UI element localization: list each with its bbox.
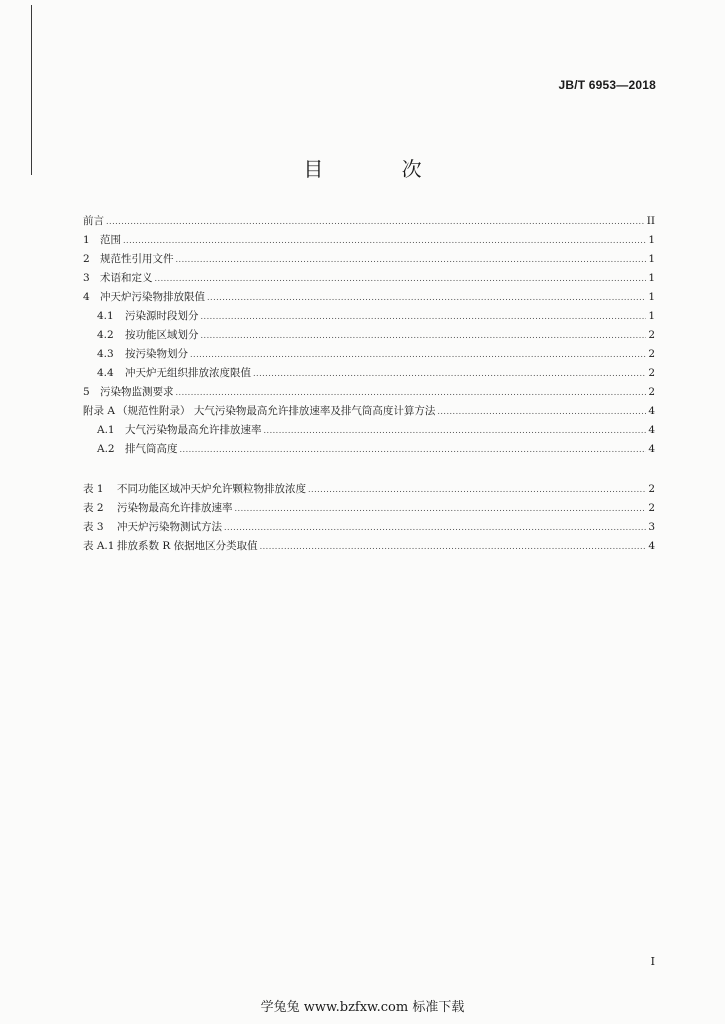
table-number: 表 2 [83,502,104,514]
toc-entry-3[interactable] [83,269,655,288]
table-page: 4 [648,540,655,552]
toc-page: 2 [648,386,655,398]
toc-label: 按污染物划分 [125,348,188,360]
toc-leader [201,326,647,345]
toc-page: 1 [648,272,655,284]
toc-number: 4 [83,291,90,303]
table-label: 冲天炉污染物测试方法 [117,521,222,533]
site-watermark-footer[interactable]: 学兔兔 www.bzfxw.com 标准下载 [260,1000,465,1015]
toc-entry-4-4[interactable] [83,364,655,383]
toc-page: 1 [648,291,655,303]
toc-entry-a-2[interactable] [83,440,655,459]
toc-entry-2[interactable] [83,250,655,269]
binding-line [31,5,32,175]
toc-label: 大气污染物最高允许排放速率 [125,424,262,436]
toc-leader [264,421,647,440]
toc-page: 2 [648,367,655,379]
table-page: 3 [648,521,655,533]
table-list [83,480,655,556]
table-leader [235,499,647,518]
table-entry-2[interactable] [83,499,655,518]
toc-entry-appendix-a[interactable] [83,402,655,421]
toc-page: 4 [648,424,655,436]
toc-number: 4.3 [97,348,114,360]
table-entry-a-1[interactable] [83,537,655,556]
toc-leader [176,250,647,269]
standard-code: JB/T 6953—2018 [558,78,656,92]
toc-leader [106,212,645,231]
toc-number: 附录 A [83,405,115,417]
toc-page: 4 [648,443,655,455]
toc-label: 污染源时段划分 [125,310,199,322]
toc-label: 污染物监测要求 [100,386,174,398]
toc-label: 冲天炉污染物排放限值 [100,291,205,303]
toc-list [83,212,655,459]
table-page: 2 [648,483,655,495]
toc-leader [201,307,647,326]
toc-label: 前言 [83,215,104,227]
toc-entry-4-3[interactable] [83,345,655,364]
toc-number: 3 [83,272,90,284]
toc-label: 术语和定义 [100,272,153,284]
toc-leader [437,402,646,421]
toc-page: 2 [648,329,655,341]
toc-entry-4-2[interactable] [83,326,655,345]
toc-number: 5 [83,386,90,398]
toc-label: 冲天炉无组织排放浓度限值 [125,367,251,379]
toc-entry-5[interactable] [83,383,655,402]
table-label: 排放系数 R 依据地区分类取值 [117,540,258,552]
toc-number: 4.4 [97,367,114,379]
toc-leader [180,440,647,459]
toc-number: A.2 [97,443,115,455]
table-leader [308,480,646,499]
toc-number: 2 [83,253,90,265]
table-entry-3[interactable] [83,518,655,537]
toc-label: 排气筒高度 [125,443,178,455]
table-entry-1[interactable] [83,480,655,499]
toc-label: （规范性附录） 大气污染物最高允许排放速率及排气筒高度计算方法 [117,405,436,417]
table-label: 不同功能区域冲天炉允许颗粒物排放浓度 [117,483,306,495]
toc-page: II [646,215,655,227]
toc-entry-foreword[interactable] [83,212,655,231]
toc-number: 1 [83,234,90,246]
toc-page: 1 [648,234,655,246]
toc-number: A.1 [97,424,115,436]
toc-number: 4.2 [97,329,114,341]
toc-leader [207,288,646,307]
table-leader [260,537,647,556]
toc-leader [190,345,646,364]
table-page: 2 [648,502,655,514]
toc-label: 规范性引用文件 [100,253,174,265]
toc-label: 范围 [100,234,121,246]
toc-entry-a-1[interactable] [83,421,655,440]
table-number: 表 3 [83,521,104,533]
toc-page: 1 [648,253,655,265]
toc-entry-4-1[interactable] [83,307,655,326]
toc-leader [155,269,647,288]
toc-entry-1[interactable] [83,231,655,250]
page-number: I [650,955,655,968]
toc-page: 2 [648,348,655,360]
table-number: 表 A.1 [83,540,115,552]
toc-leader [176,383,647,402]
page-title: 目 次 [303,157,458,181]
table-label: 污染物最高允许排放速率 [117,502,233,514]
table-leader [224,518,646,537]
table-number: 表 1 [83,483,104,495]
toc-entry-4[interactable] [83,288,655,307]
toc-leader [123,231,646,250]
toc-number: 4.1 [97,310,114,322]
toc-page: 1 [648,310,655,322]
toc-page: 4 [648,405,655,417]
toc-leader [253,364,646,383]
toc-label: 按功能区域划分 [125,329,199,341]
